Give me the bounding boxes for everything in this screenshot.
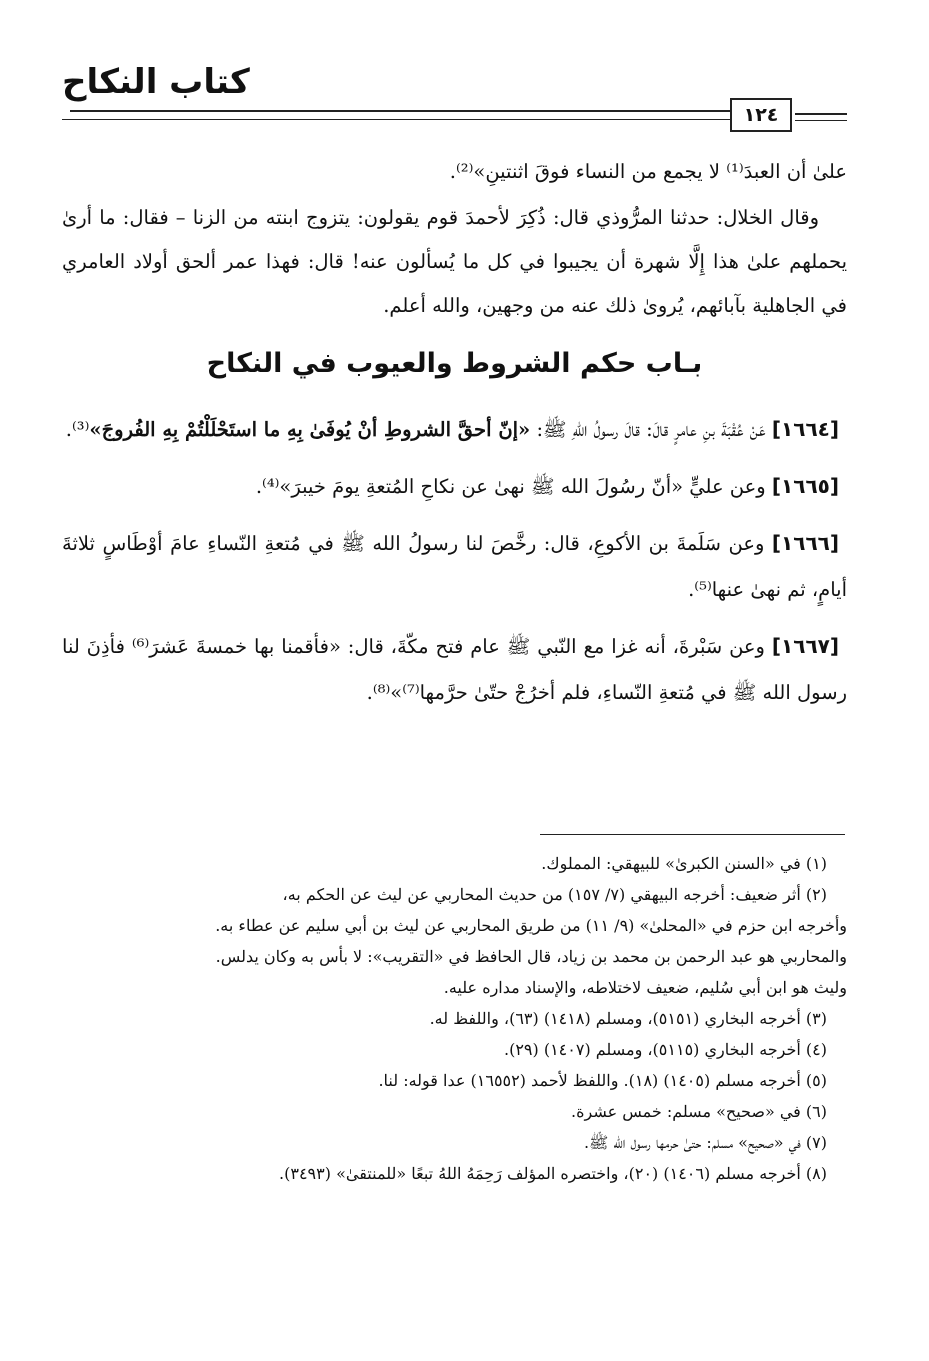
header-rule [70,110,730,112]
header-rule-thin [62,119,730,120]
footnote-2: (٢) أثر ضعيف: أخرجه البيهقي (٧/ ١٥٧) من حديث المحاربي عن ليث عن الحكم به، [282,885,827,904]
hadith-number: [١٦٦٤] [771,417,839,441]
paragraph: وقال الخلال: حدثنا المرُّوذي قال: ذُكِرَ لأحمدَ قوم يقولون: يتزوج ابنته من الزنا – فقال: ما أرىٰ يحملهم علىٰ هذا إِلَّا شهرة أن يجيبوا في كل ما يُسألون عنه! قال: فهذا عمر ألحق أولاد العامري في الجاهلية بآبائهم، يُروىٰ ذلك عنه من وجهين، والله أعلم. [62,206,847,317]
footnote-1: (١) في «السنن الكبرىٰ» للبيهقي: المملوك. [541,854,827,873]
hadith-text: وعن سَلَمةَ بن الأكوعِ، قال: رخَّصَ لنا رسولُ الله ﷺ في مُتعةِ النّساءِ عامَ أوْطَاسٍ ثلاثةَ أيامٍ، ثم نهىٰ عنها⁽⁵⁾. [62,532,847,601]
folio-ornament-rule [795,113,847,115]
footnote-6: (٦) في «صحيح» مسلم: خمس عشرة. [571,1102,827,1121]
hadith-1664 [62,406,847,453]
folio-ornament-rule-thin [795,120,847,121]
footnote-2-cont: وليث هو ابن أبي سُليم، ضعيف لاختلاطه، والإسناد مداره عليه. [443,978,847,997]
footnote-4: (٤) أخرجه البخاري (٥١١٥)، ومسلم (١٤٠٧) (٢٩). [503,1040,827,1059]
main-text [62,150,847,716]
hadith-text: وعن عليٍّ «أنّ رسُولَ الله ﷺ نهىٰ عن نكاحِ المُتعةِ يومَ خيبرَ»⁽⁴⁾. [255,475,766,498]
hadith-number: [١٦٦٧] [771,634,839,658]
page-number: ١٢٤ [730,98,792,132]
hadith-text: وعن سَبْرةَ، أنه غزا مع النّبي ﷺ عام فتح مكّةَ، قال: «فأقمنا بها خمسةَ عَشرَ⁽⁶⁾ فأذِنَ لنا رسول الله ﷺ في مُتعةِ النّساءِ، فلم أخرُجْ حتّىٰ حرَّمها⁽⁷⁾»⁽⁸⁾. [62,635,847,704]
chapter-heading: بـاب حكم الشروط والعيوب في النكاح [206,348,703,379]
footnote-separator [540,834,845,835]
hadith-matn: «إنّ أحقَّ الشروطِ أنْ يُوفَىٰ بِهِ ما استَحْلَلْتُمْ بِهِ الفُروجَ» [89,418,531,441]
hadith-isnad: عَنْ عُقْبَةَ بنِ عامرٍ قالَ: قالَ رسولُ اللهِ ﷺ: [536,418,766,441]
hadith-1666 [62,520,847,613]
hadith-1665 [62,463,847,510]
paragraph: علىٰ أن العبدَ⁽¹⁾ لا يجمع من النساء فوقَ اثنتينِ»⁽²⁾. [449,160,847,183]
footnote-ref: ⁽³⁾. [65,418,90,441]
footnote-2-cont: وأخرجه ابن حزم في «المحلىٰ» (٩/ ١١) من طريق المحاربي عن ليث بن أبي سليم عن عطاء به. [215,916,847,935]
hadith-1667 [62,623,847,716]
footnote-3: (٣) أخرجه البخاري (٥١٥١)، ومسلم (١٤١٨) (٦٣)، واللفظ له. [429,1009,827,1028]
running-title: كتاب النكاح [62,62,250,102]
hadith-number: [١٦٦٥] [771,474,839,498]
footnote-2-cont: والمحاربي هو عبد الرحمن بن محمد بن زياد، قال الحافظ في «التقريب»: لا بأس به وكان يدلس. [215,947,847,966]
hadith-number: [١٦٦٦] [771,531,839,555]
footnote-7: (٧) في «صحيح» مسلم: حتىٰ حرمها رسول الله ﷺ. [583,1133,827,1152]
footnotes [62,848,847,1189]
footnote-5: (٥) أخرجه مسلم (١٤٠٥) (١٨). واللفظ لأحمد (١٦٥٥٢) عدا قوله: لنا. [378,1071,827,1090]
footnote-8: (٨) أخرجه مسلم (١٤٠٦) (٢٠)، واختصره المؤلف رَحِمَهُ اللهُ تبعًا «للمنتقىٰ» (٣٤٩٣). [279,1164,827,1183]
